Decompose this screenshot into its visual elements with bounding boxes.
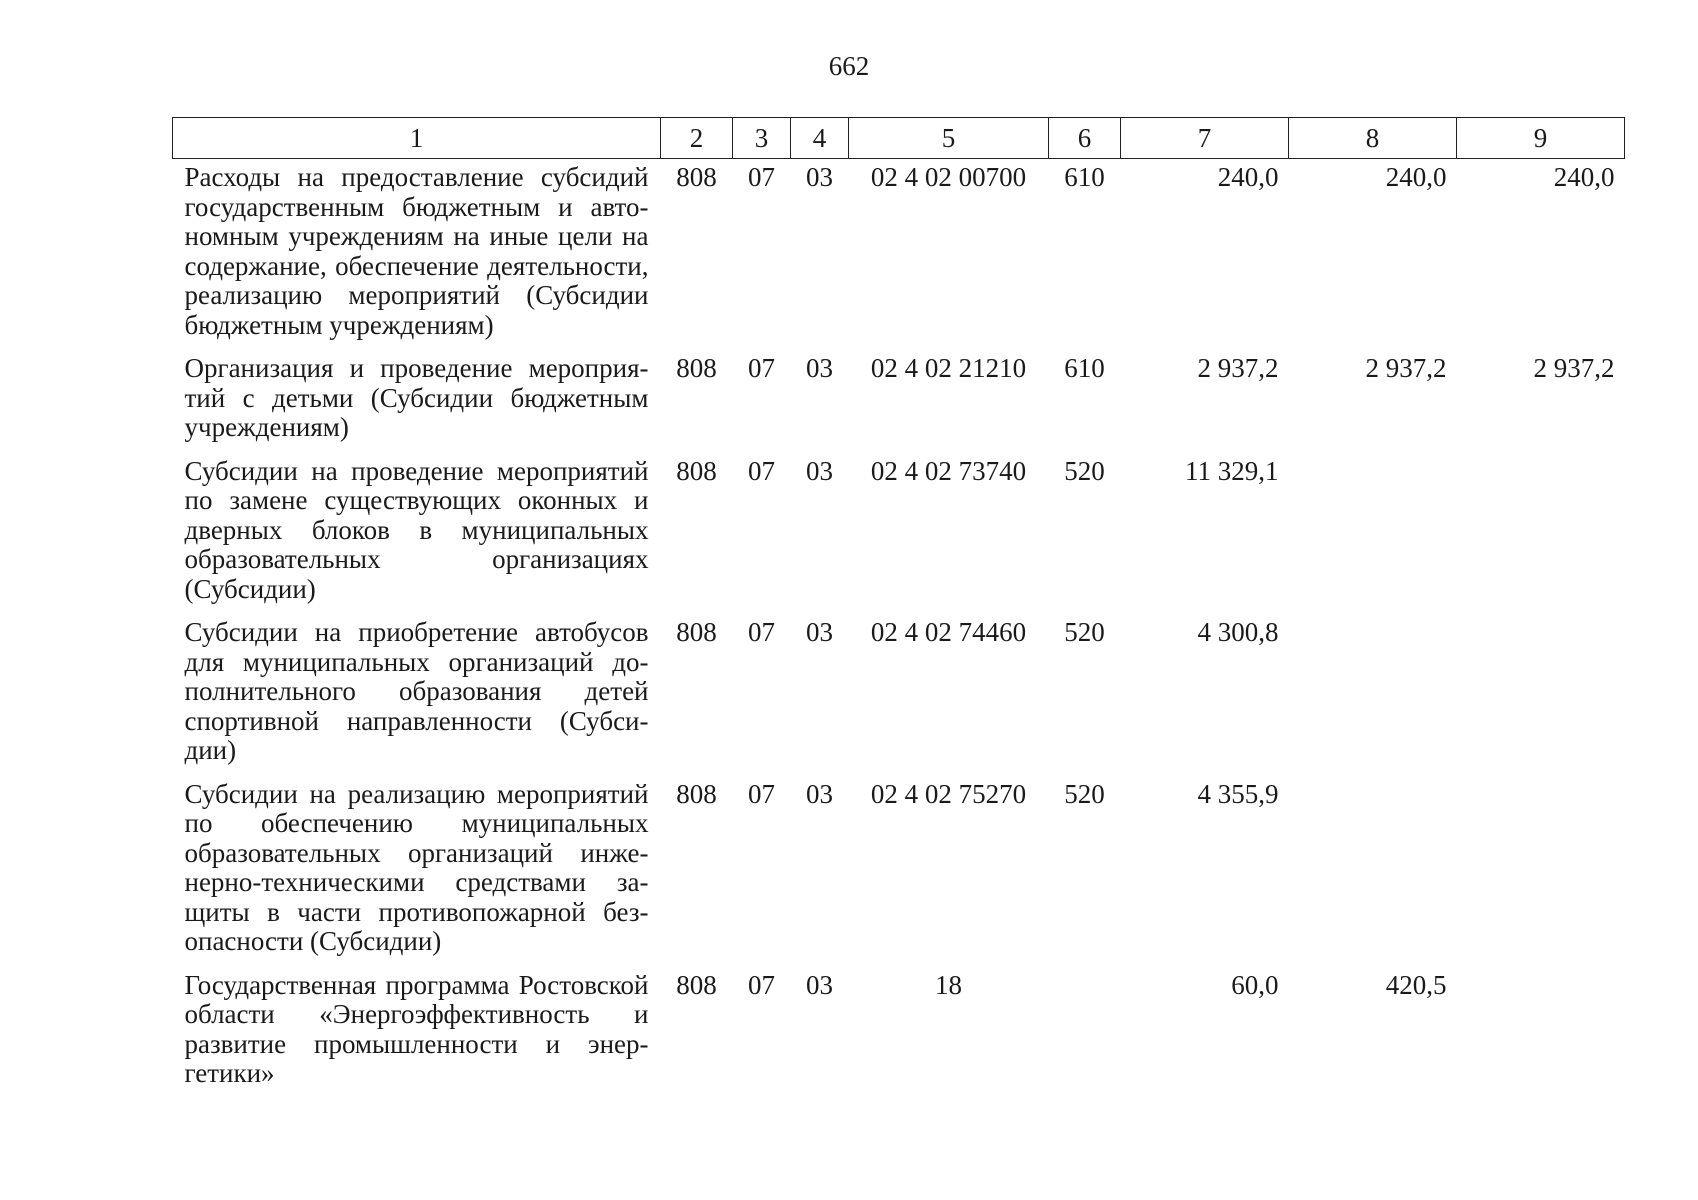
column-header: 8 (1289, 118, 1457, 159)
cell-section: 07 (748, 162, 775, 192)
column-header: 5 (849, 118, 1049, 159)
cell-target-article: 02 4 02 73740 (870, 455, 1027, 486)
cell-section: 07 (748, 455, 775, 486)
table-row (173, 610, 1625, 772)
column-header: 6 (1049, 118, 1121, 159)
row-description: Субсидии на проведение мероприятий по замене существующих оконных и дверных блоков в муниципальных образовательных организациях (Субсидии) (184, 455, 649, 604)
table-row (173, 159, 1625, 347)
column-header: 7 (1121, 118, 1289, 159)
cell-subsection: 03 (806, 778, 833, 809)
cell-amount-col8 (1289, 449, 1457, 611)
cell-target-article: 02 4 02 74460 (870, 617, 1027, 647)
cell-amount-col7: 60,0 (1231, 969, 1279, 1000)
cell-amount-col8 (1289, 772, 1457, 963)
cell-amount-col7: 240,0 (1217, 162, 1279, 192)
cell-section: 07 (748, 778, 775, 809)
cell-ministry-code: 808 (676, 617, 717, 647)
row-description: Расходы на предоставление субсидий государственным бюджетным и автономным учреждениям на иные цели на содержание, обеспечение деятельности, реализацию мероприятий (Субсидии бюджетным учреждениям) (184, 162, 649, 340)
cell-amount-col9: 240,0 (1553, 162, 1615, 192)
cell-target-article: 18 (935, 969, 962, 1000)
cell-section: 07 (748, 969, 775, 1000)
cell-expense-type: 520 (1064, 617, 1105, 647)
cell-amount-col7: 4 355,9 (1197, 778, 1279, 809)
row-description: Организация и проведение мероприятий с детьми (Субсидии бюджетным учреждениям) (184, 353, 649, 442)
table-row (173, 346, 1625, 449)
cell-section: 07 (748, 617, 775, 647)
row-description: Субсидии на приобретение автобусов для муниципальных организаций дополнительного образования детей спортивной направленности (Субсидии) (184, 617, 649, 765)
cell-amount-col8: 240,0 (1385, 162, 1447, 192)
cell-amount-col8: 420,5 (1385, 969, 1447, 1000)
cell-target-article: 02 4 02 21210 (870, 353, 1027, 383)
cell-subsection: 03 (806, 353, 833, 383)
cell-target-article: 02 4 02 00700 (870, 162, 1027, 192)
cell-subsection: 03 (806, 617, 833, 647)
cell-amount-col9 (1457, 610, 1625, 772)
cell-amount-col9 (1457, 772, 1625, 963)
cell-ministry-code: 808 (676, 353, 717, 383)
cell-ministry-code: 808 (676, 455, 717, 486)
table-row (173, 449, 1625, 611)
cell-amount-col7: 2 937,2 (1197, 353, 1279, 383)
column-header: 1 (173, 118, 661, 159)
page-number: 662 (828, 51, 870, 81)
cell-amount-col8 (1289, 610, 1457, 772)
cell-amount-col7: 4 300,8 (1197, 617, 1279, 647)
table-row (173, 772, 1625, 963)
cell-expense-type: 610 (1064, 353, 1105, 383)
cell-subsection: 03 (806, 162, 833, 192)
cell-ministry-code: 808 (676, 778, 717, 809)
budget-table (172, 117, 1625, 1095)
cell-expense-type: 520 (1064, 455, 1105, 486)
column-header: 3 (733, 118, 791, 159)
cell-amount-col8: 2 937,2 (1365, 353, 1447, 383)
cell-section: 07 (748, 353, 775, 383)
cell-amount-col7: 11 329,1 (1185, 455, 1279, 486)
cell-amount-col9: 2 937,2 (1533, 353, 1615, 383)
cell-subsection: 03 (806, 455, 833, 486)
table-row (173, 963, 1625, 1095)
row-description: Государственная программа Ростовской области «Энергоэффективность и развитие промышленности и энергетики» (184, 969, 649, 1088)
cell-subsection: 03 (806, 969, 833, 1000)
column-header: 2 (661, 118, 733, 159)
cell-ministry-code: 808 (676, 162, 717, 192)
cell-expense-type: 610 (1064, 162, 1105, 192)
cell-target-article: 02 4 02 75270 (870, 778, 1027, 809)
cell-amount-col9 (1457, 963, 1625, 1095)
cell-expense-type: 520 (1064, 778, 1105, 809)
cell-amount-col9 (1457, 449, 1625, 611)
column-header: 9 (1457, 118, 1625, 159)
cell-ministry-code: 808 (676, 969, 717, 1000)
row-description: Субсидии на реализацию мероприятий по обеспечению муниципальных образовательных организаций инженерно-техническими средствами защиты в части противопожарной безопасности (Субсидии) (184, 778, 649, 956)
cell-expense-type (1049, 963, 1121, 1095)
column-header: 4 (791, 118, 849, 159)
table-header-row (173, 118, 1625, 159)
